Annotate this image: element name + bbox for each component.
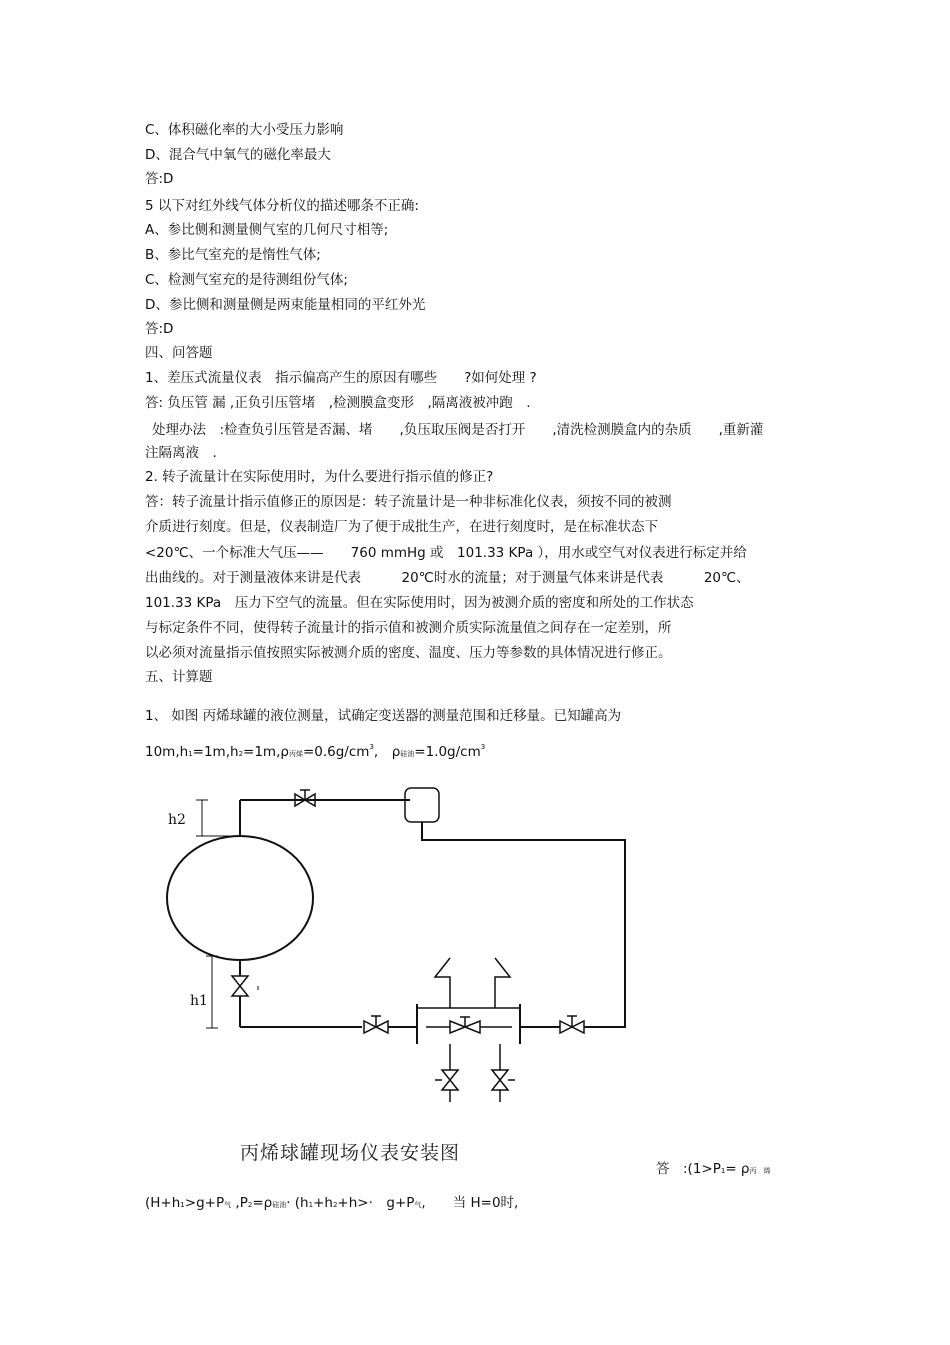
option-c-ir: C、检测气室充的是待测组份气体; xyxy=(145,272,348,288)
qa-answer-1-method-cont: 注隔离液 . xyxy=(145,445,217,461)
qa-question-1: 1、差压式流量仪表 指示偏高产生的原因有哪些 ?如何处理 ? xyxy=(145,370,537,386)
option-d-magnetic: D、混合气中氧气的磁化率最大 xyxy=(145,147,331,163)
seal-pot-icon xyxy=(405,788,439,822)
section-heading-calc: 五、计算题 xyxy=(145,669,213,685)
transmitter-left-icon xyxy=(435,958,450,1008)
h1-dimension-icon xyxy=(206,956,218,1028)
qa-answer-2-line-4: 出曲线的。对于测量液体来讲是代表 20℃时水的流量；对于测量气体来讲是代表 20℃、 xyxy=(145,570,750,586)
h2-dimension-icon xyxy=(196,800,208,836)
qa-question-2: 2. 转子流量计在实际使用时，为什么要进行指示值的修正? xyxy=(145,469,494,485)
qa-answer-2-line-3: <20℃、一个标准大气压—— 760 mmHg 或 101.33 KPa ），用水或空气对仪表进行标定并给 xyxy=(145,545,747,561)
answer-line-1: 答 :(1>P1= ρ丙 烯 xyxy=(656,1161,771,1177)
given-values: 10m,h1=1m,h2=1m,ρ丙烯$=0.6g/cm^3$, ρ硅油$=1.0g/cm^3$ xyxy=(145,743,486,760)
tank-installation-diagram xyxy=(150,772,640,1112)
low-valve-right-icon xyxy=(560,1016,584,1033)
calc-question-1: 1、 如图 丙烯球罐的液位测量，试确定变送器的测量范围和迁移量。已知罐高为 xyxy=(145,708,622,724)
spherical-tank-icon xyxy=(167,836,313,960)
option-c-magnetic: C、体积磁化率的大小受压力影响 xyxy=(145,122,344,138)
answer-4: 答:D xyxy=(145,171,174,187)
answer-line-2: (H+h1>g+P气 ,P2=ρ硅油· (h1+h2+h>· g+P气, 当 H=0时, xyxy=(145,1195,519,1211)
qa-answer-2-line-5: 101.33 KPa 压力下空气的流量。但在实际使用时，因为被测介质的密度和所处的工作状态 xyxy=(145,595,694,611)
qa-answer-1-method: 处理办法 :检查负引压管是否漏、堵 ,负压取压阀是否打开 ,清洗检测膜盒内的杂质 ,重新灌 xyxy=(152,422,764,438)
qa-answer-2-line-7: 以必须对流量指示值按照实际被测介质的密度、温度、压力等参数的具体情况进行修正。 xyxy=(145,645,672,661)
option-d-ir: D、参比侧和测量侧是两束能量相同的平红外光 xyxy=(145,297,426,313)
option-b-ir: B、参比气室充的是惰性气体; xyxy=(145,247,321,263)
qa-answer-2-line-6: 与标定条件不同，使得转子流量计的指示值和被测介质实际流量值之间存在一定差别，所 xyxy=(145,620,672,636)
low-valve-left-icon xyxy=(364,1016,388,1033)
qa-answer-2-line-1: 答：转子流量计指示值修正的原因是：转子流量计是一种非标准化仪表，须按不同的被测 xyxy=(145,494,672,510)
qa-answer-2-line-2: 介质进行刻度。但是，仪表制造厂为了便于成批生产，在进行刻度时，是在标准状态下 xyxy=(145,519,658,535)
answer-5: 答:D xyxy=(145,321,174,337)
top-valve-icon xyxy=(295,790,315,806)
drain-valve-left-icon xyxy=(435,1070,458,1090)
section-heading-qa: 四、问答题 xyxy=(145,345,213,361)
drain-valve-right-icon xyxy=(492,1070,515,1090)
diagram-caption: 丙烯球罐现场仪表安装图 xyxy=(240,1142,461,1164)
bottom-valve-icon xyxy=(232,976,258,996)
h1-label: h1 xyxy=(190,993,208,1009)
right-impulse-line xyxy=(422,822,625,1019)
option-a-ir: A、参比侧和测量侧气室的几何尺寸相等; xyxy=(145,222,389,238)
transmitter-right-icon xyxy=(495,958,510,1008)
qa-answer-1: 答: 负压管 漏 ,正负引压管堵 ,检测膜盒变形 ,隔离液被冲跑 . xyxy=(145,395,531,411)
question-5: 5 以下对红外线气体分析仪的描述哪条不正确: xyxy=(145,198,419,214)
balance-valve-icon xyxy=(450,1017,480,1033)
h2-label: h2 xyxy=(168,812,186,828)
